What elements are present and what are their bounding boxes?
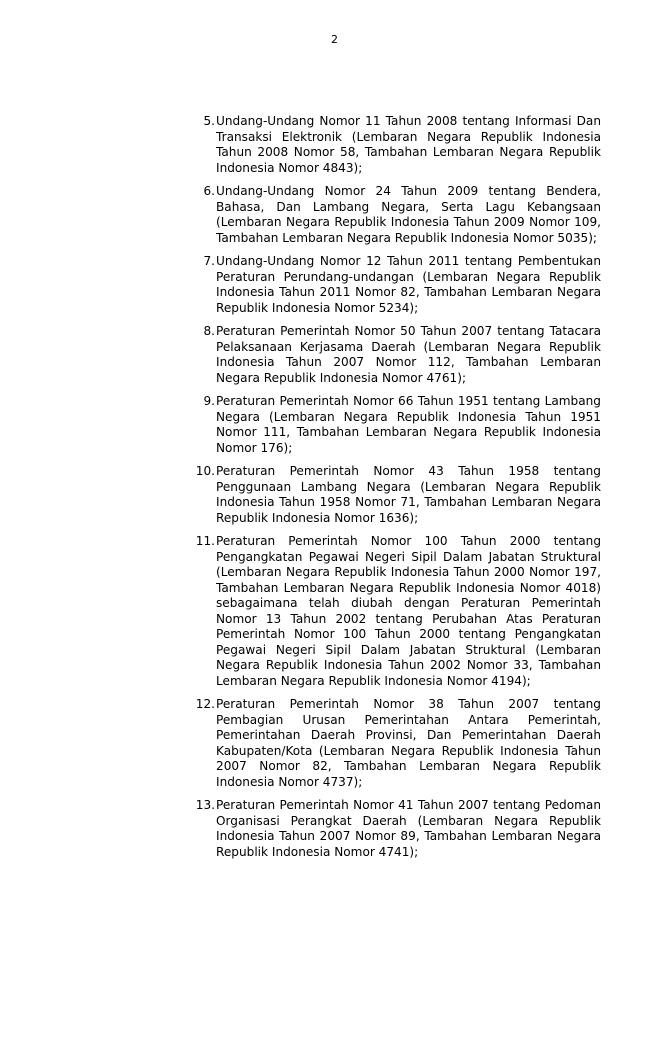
item-text: Peraturan Pemerintah Nomor 41 Tahun 2007 tentang Pedoman Organisasi Perangkat Daerah (Lembaran Negara Republik Indonesia Tahun 2007 Nomor 89, Tambahan Lembaran Negara Republik Indonesia Nomor 4741); <box>216 798 601 859</box>
item-text: Peraturan Pemerintah Nomor 38 Tahun 2007 tentang Pembagian Urusan Pemerintahan Antara Pemerintah, Pemerintahan Daerah Provinsi, Dan Pemerintahan Daerah Kabupaten/Kota (Lembaran Negara Republik Indonesia Tahun 2007 Nomor 82, Tambahan Lembaran Negara Republik Indonesia Nomor 4737); <box>216 697 601 789</box>
item-number: 13. <box>195 798 215 812</box>
list-item <box>186 798 601 860</box>
item-text: Peraturan Pemerintah Nomor 66 Tahun 1951 tentang Lambang Negara (Lembaran Negara Republik Indonesia Tahun 1951 Nomor 111, Tambahan Lembaran Negara Republik Indonesia Nomor 176); <box>216 394 601 455</box>
item-text: Peraturan Pemerintah Nomor 100 Tahun 2000 tentang Pengangkatan Pegawai Negeri Sipil Dalam Jabatan Struktural (Lembaran Negara Republik Indonesia Tahun 2000 Nomor 197, Tambahan Lembaran Negara Republik Indonesia Nomor 4018) sebagaimana telah diubah dengan Peraturan Pemerintah Nomor 13 Tahun 2002 tentang Perubahan Atas Peraturan Pemerintah Nomor 100 Tahun 2000 tentang Pengangkatan Pegawai Negeri Sipil Dalam Jabatan Struktural (Lembaran Negara Republik Indonesia Tahun 2002 Nomor 33, Tambahan Lembaran Negara Republik Indonesia Nomor 4194); <box>216 534 601 688</box>
item-text: Undang-Undang Nomor 12 Tahun 2011 tentang Pembentukan Peraturan Perundang-undangan (Lembaran Negara Republik Indonesia Tahun 2011 Nomor 82, Tambahan Lembaran Negara Republik Indonesia Nomor 5234); <box>216 254 601 315</box>
item-number: 7. <box>203 254 215 268</box>
list-item <box>186 114 601 176</box>
list-item <box>186 464 601 526</box>
item-number: 10. <box>195 464 215 478</box>
list-item <box>186 534 601 689</box>
item-text: Undang-Undang Nomor 24 Tahun 2009 tentang Bendera, Bahasa, Dan Lambang Negara, Serta Lagu Kebangsaan (Lembaran Negara Republik Indonesia Tahun 2009 Nomor 109, Tambahan Lembaran Negara Republik Indonesia Nomor 5035); <box>216 184 601 245</box>
item-text: Peraturan Pemerintah Nomor 43 Tahun 1958 tentang Penggunaan Lambang Negara (Lembaran Negara Republik Indonesia Tahun 1958 Nomor 71, Tambahan Lembaran Negara Republik Indonesia Nomor 1636); <box>216 464 601 525</box>
item-number: 5. <box>203 114 215 128</box>
list-item <box>186 697 601 790</box>
item-number: 12. <box>195 697 215 711</box>
list-item <box>186 184 601 246</box>
item-number: 6. <box>203 184 215 198</box>
item-number: 9. <box>203 394 215 408</box>
item-number: 8. <box>203 324 215 338</box>
list-item <box>186 394 601 456</box>
item-text: Peraturan Pemerintah Nomor 50 Tahun 2007 tentang Tatacara Pelaksanaan Kerjasama Daerah (Lembaran Negara Republik Indonesia Tahun 2007 Nomor 112, Tambahan Lembaran Negara Republik Indonesia Nomor 4761); <box>216 324 601 385</box>
list-item <box>186 254 601 316</box>
list-item <box>186 324 601 386</box>
page-number: 2 <box>331 33 338 46</box>
item-number: 11. <box>195 534 215 548</box>
legal-basis-list <box>186 114 601 868</box>
item-text: Undang-Undang Nomor 11 Tahun 2008 tentang Informasi Dan Transaksi Elektronik (Lembaran Negara Republik Indonesia Tahun 2008 Nomor 58, Tambahan Lembaran Negara Republik Indonesia Nomor 4843); <box>216 114 601 175</box>
